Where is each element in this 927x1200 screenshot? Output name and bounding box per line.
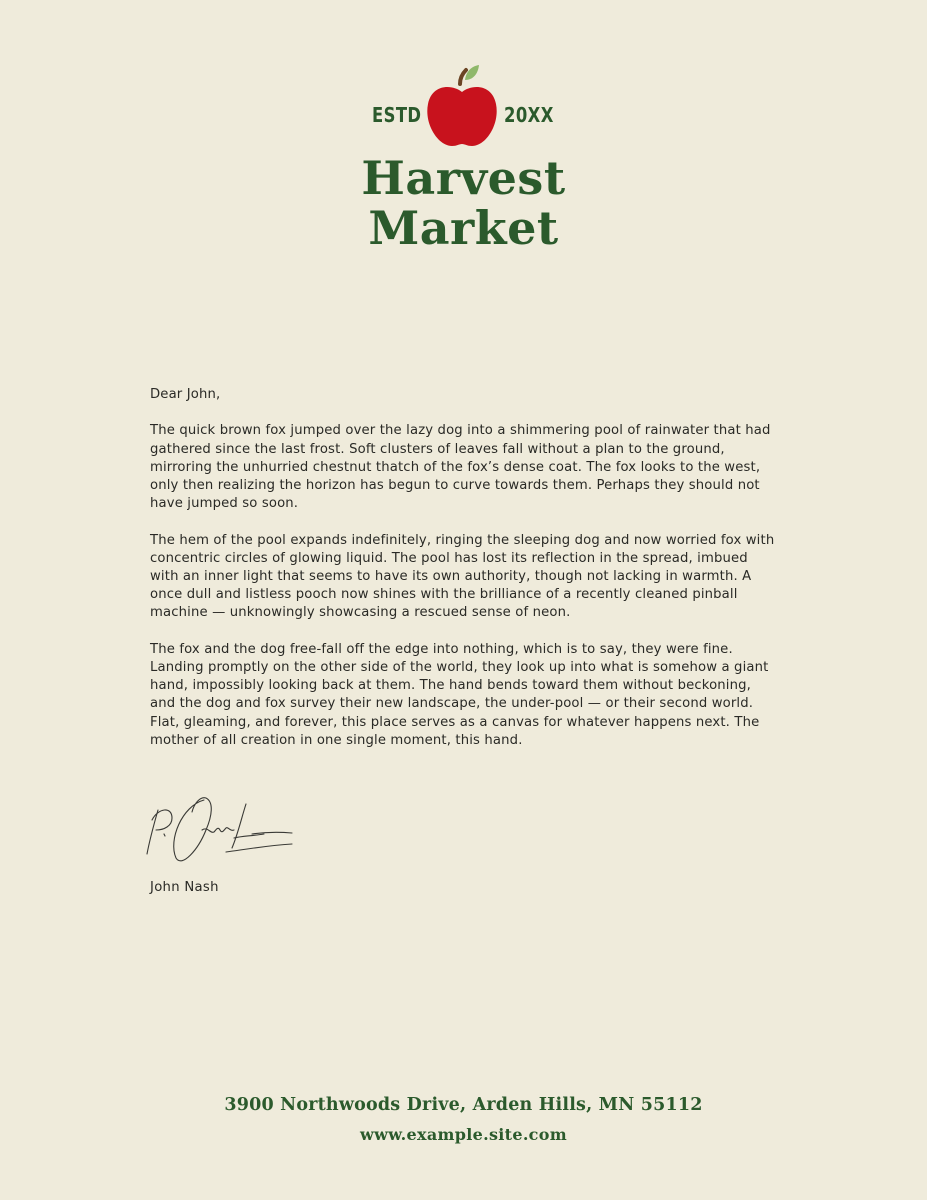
footer-website[interactable]: www.example.site.com xyxy=(360,1125,567,1144)
signer-name: John Nash xyxy=(150,880,219,895)
estd-label: ESTD xyxy=(372,103,422,127)
apple-icon xyxy=(422,62,502,150)
paragraph: The quick brown fox jumped over the lazy dog into a shimmering pool of rainwater that had gathered since the last frost. Soft clusters of leaves fall without a plan to the ground, mirroring the unhurried chestnut thatch of the fox’s dense coat. The fox looks to the west, only then realizing the horizon has begun to curve towards them. Perhaps they should not have jumped so soon. xyxy=(150,423,771,512)
letterhead-logo xyxy=(0,0,927,270)
brand-name-line1: Harvest xyxy=(361,151,566,205)
footer-address: 3900 Northwoods Drive, Arden Hills, MN 55112 xyxy=(224,1095,703,1115)
salutation: Dear John, xyxy=(150,387,221,402)
brand-name-line2: Market xyxy=(368,201,559,255)
paragraph: The fox and the dog free-fall off the edge into nothing, which is to say, they were fine. Landing promptly on the other side of the world, they look up into what is somehow a giant hand, impossibly looking back at them. The hand bends toward them without beckoning, and the dog and fox survey their new landscape, the under-pool — or their second world. Flat, gleaming, and forever, this place serves as a canvas for whatever happens next. The mother of all creation in one single moment, this hand. xyxy=(150,641,769,748)
paragraph: The hem of the pool expands indefinitely, ringing the sleeping dog and now worried fox with concentric circles of glowing liquid. The pool has lost its reflection in the spread, imbued with an inner light that seems to have its own authority, though not lacking in warmth. A once dull and listless pooch now shines with the brilliance of a recently cleaned pinball machine — unknowingly showcasing a rescued sense of neon. xyxy=(150,532,775,621)
letter-body xyxy=(150,386,780,768)
year-label: 20XX xyxy=(504,103,554,127)
signature-image xyxy=(142,790,302,868)
